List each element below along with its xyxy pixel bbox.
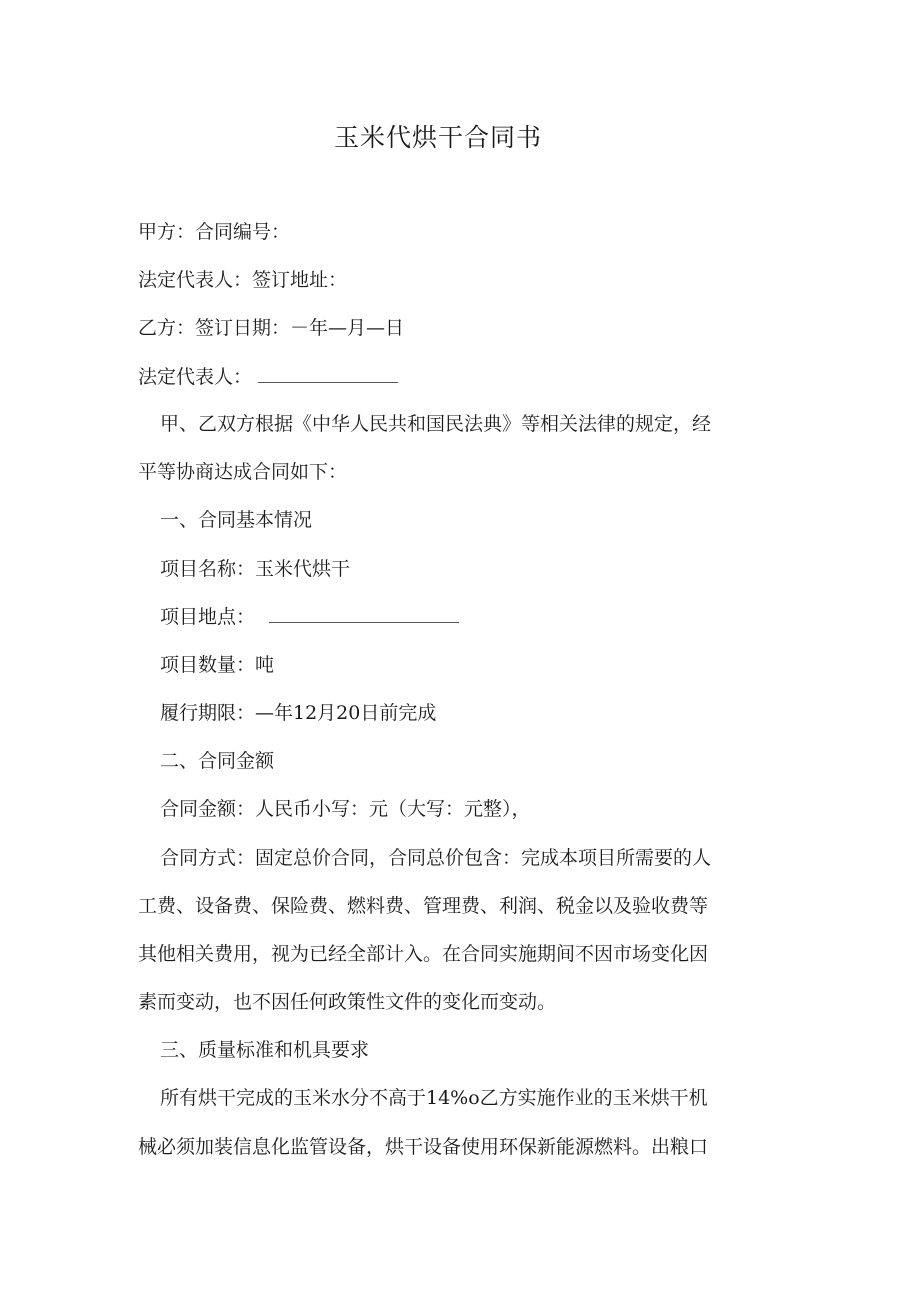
section-3-heading: 三、质量标准和机具要求 (160, 1039, 370, 1061)
section-2-heading: 二、合同金额 (160, 750, 275, 772)
contract-method-line-1: 合同方式：固定总价合同，合同总价包含：完成本项目所需要的人 (160, 847, 712, 869)
contract-method-line-2: 工费、设备费、保险费、燃料费、管理费、利润、税金以及验收费等 (138, 895, 709, 917)
legal-rep-a-line: 法定代表人：签订地址： (138, 269, 348, 291)
term-line: 履行期限：—年12月20日前完成 (160, 702, 437, 724)
contract-method-line-3: 其他相关费用，视为已经全部计入。在合同实施期间不因市场变化因 (138, 943, 709, 965)
project-quantity-line: 项目数量：吨 (160, 654, 275, 676)
contract-method-line-4: 素而变动，也不因任何政策性文件的变化而变动。 (138, 991, 557, 1013)
party-b-line: 乙方：签订日期：－年—月—日 (138, 317, 405, 339)
project-name-line: 项目名称：玉米代烘干 (160, 558, 351, 580)
fill-blank (269, 621, 459, 623)
preamble-line-2: 平等协商达成合同如下： (138, 461, 348, 483)
project-location-line: 项目地点： (160, 601, 770, 633)
preamble-line-1: 甲、乙双方根据《中华人民共和国民法典》等相关法律的规定，经 (160, 413, 712, 435)
fill-blank (258, 381, 398, 383)
legal-rep-b-line: 法定代表人： (138, 361, 748, 393)
quality-line-1: 所有烘干完成的玉米水分不高于14%o乙方实施作业的玉米烘干机 (160, 1087, 708, 1109)
party-a-line: 甲方：合同编号： (138, 221, 291, 243)
section-1-heading: 一、合同基本情况 (160, 509, 313, 531)
contract-amount-line: 合同金额：人民币小写：元（大写：元整）， (160, 798, 531, 820)
document-title: 玉米代烘干合同书 (333, 123, 542, 152)
quality-line-2: 械必须加装信息化监管设备，烘干设备使用环保新能源燃料。出粮口 (138, 1136, 709, 1158)
